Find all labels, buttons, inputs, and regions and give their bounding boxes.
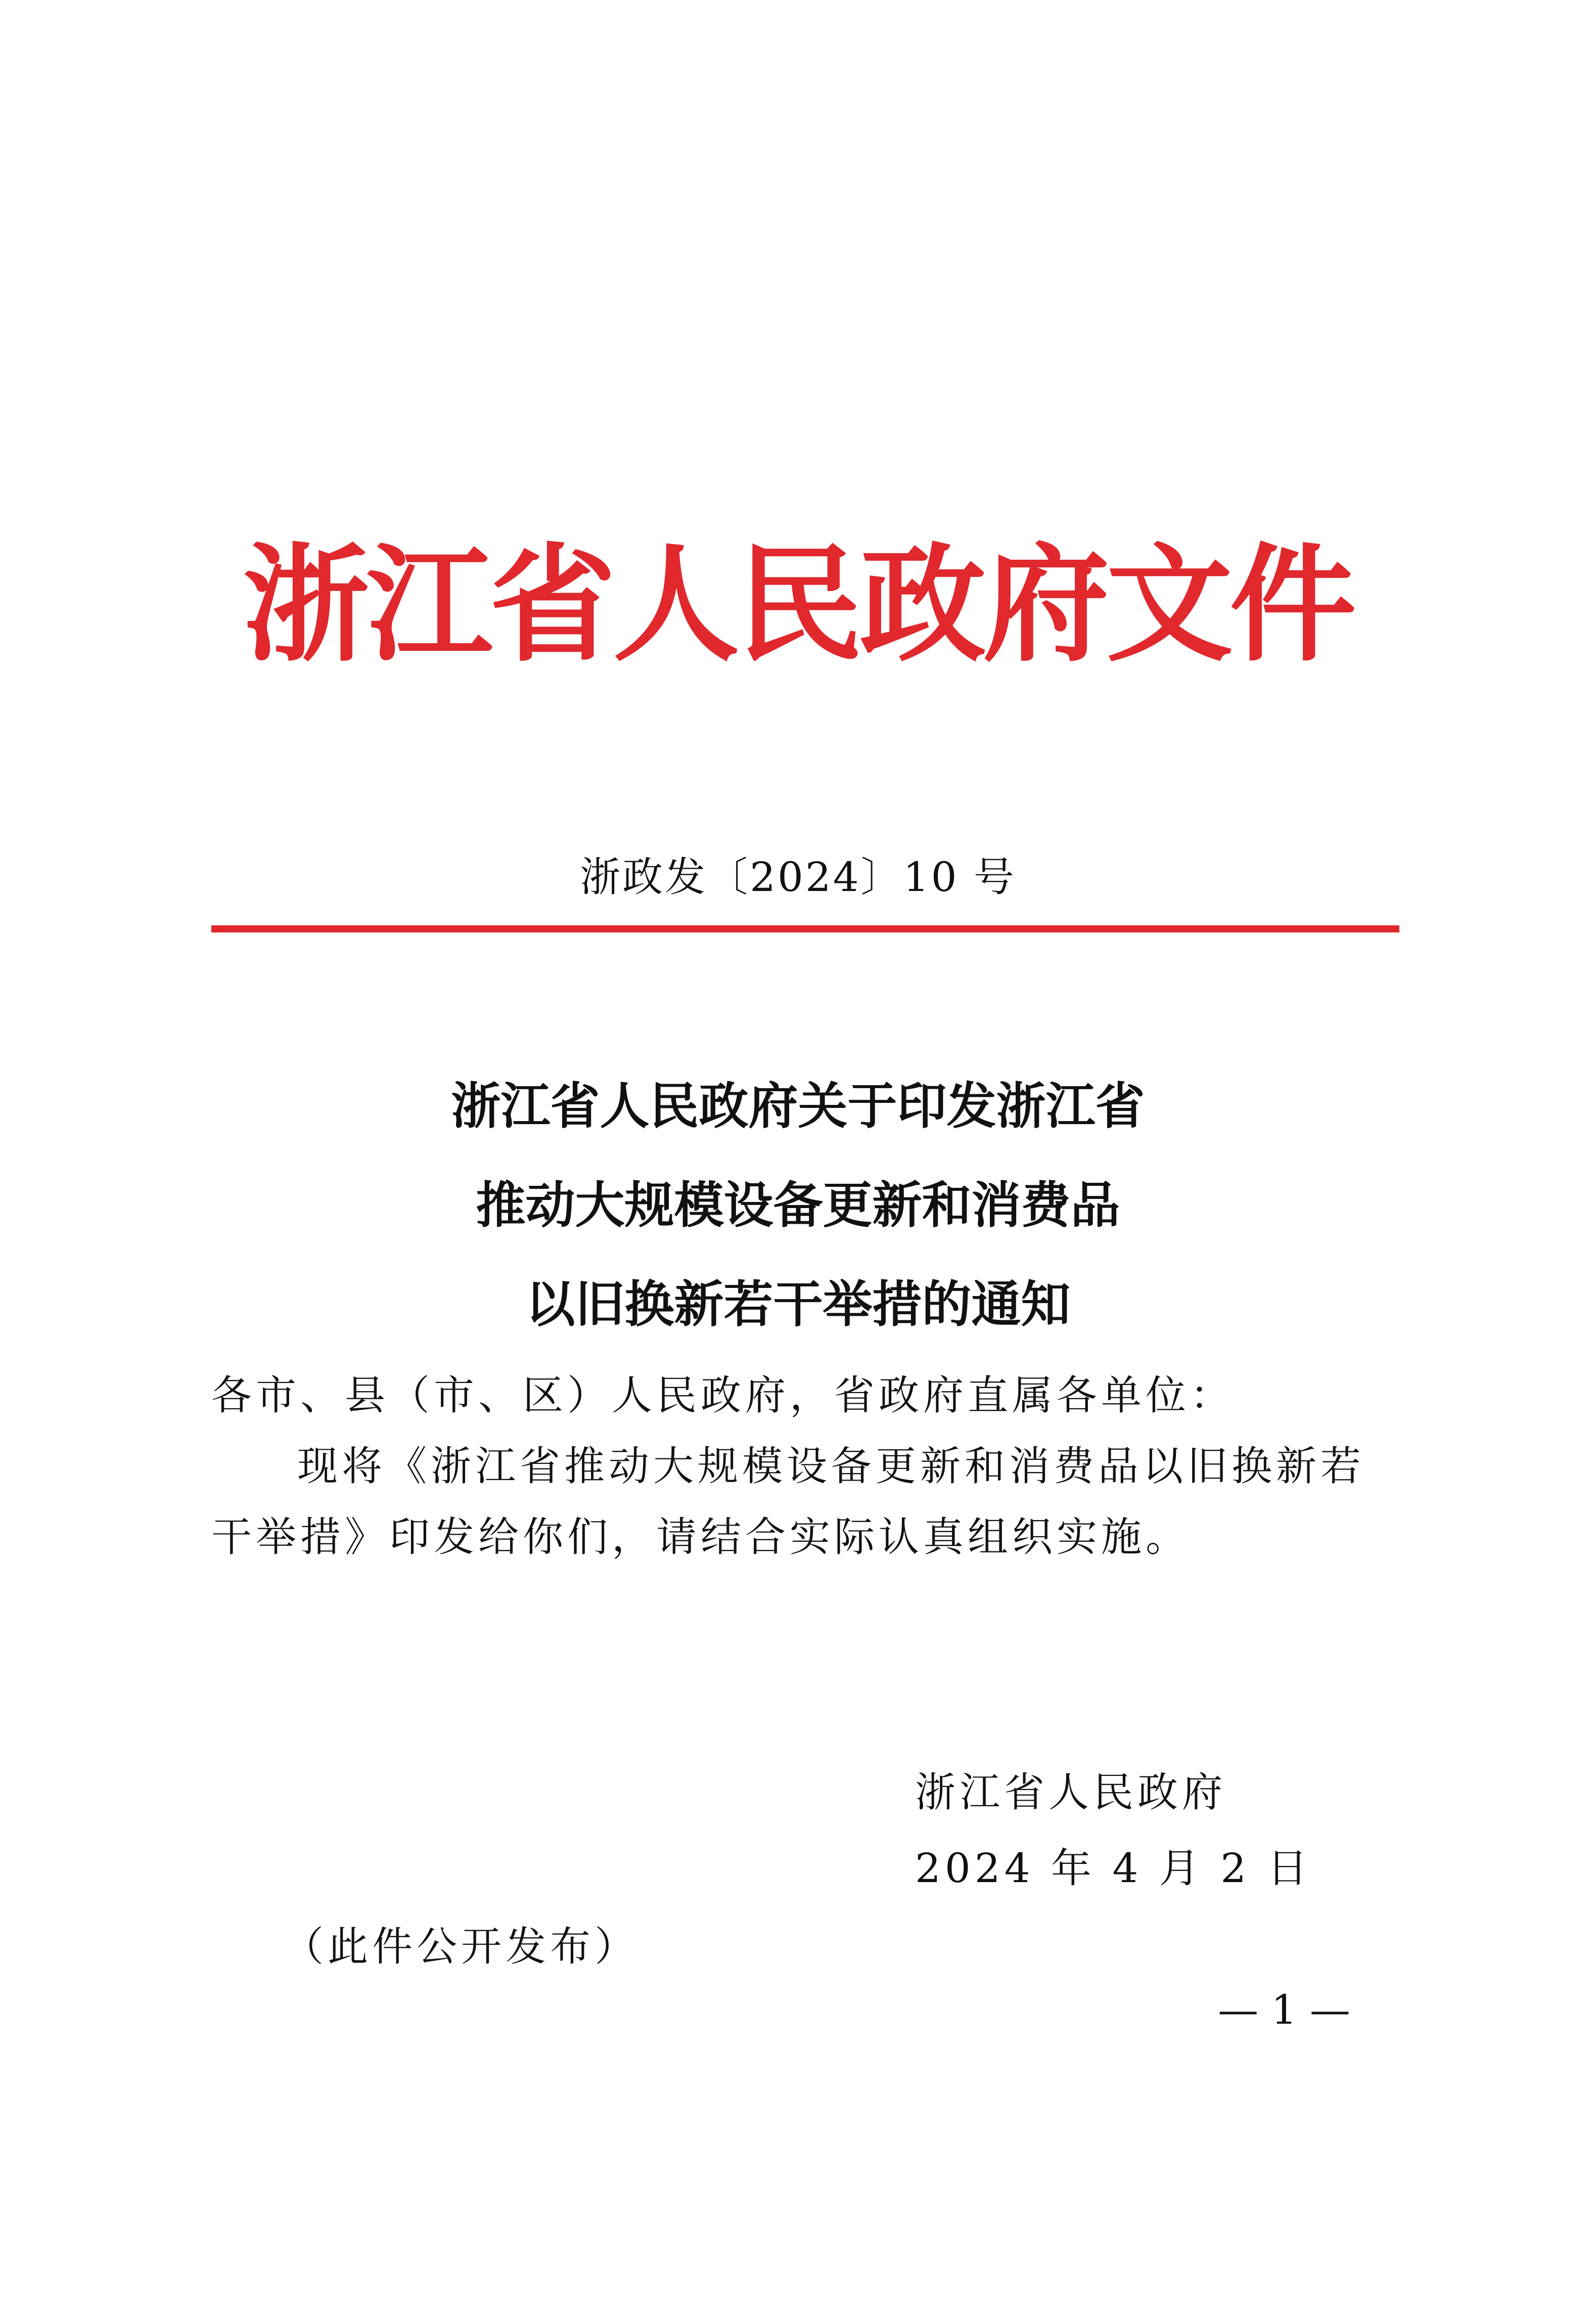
salutation: 各市、县（市、区）人民政府，省政府直属各单位： (211, 1372, 1235, 1419)
document-title (0, 1057, 1596, 1354)
document-body (211, 1360, 1399, 1573)
issuer-name: 浙江省人民政府 (915, 1769, 1226, 1816)
publication-note: （此件公开发布） (283, 1923, 639, 1970)
title-line-2: 推动大规模设备更新和消费品 (476, 1176, 1120, 1234)
page-number: — 1 — (1218, 1986, 1350, 2033)
document-number: 浙政发〔2024〕10 号 (580, 854, 1016, 901)
title-line-1: 浙江省人民政府关于印发浙江省 (451, 1077, 1145, 1135)
masthead-title: 浙江省人民政府文件 (243, 530, 1353, 679)
issue-date: 2024 年 4 月 2 日 (915, 1845, 1312, 1892)
signature-block (915, 1755, 1312, 1906)
red-divider-line (211, 925, 1399, 932)
body-paragraph: 现将《浙江省推动大规模设备更新和消费品以旧换新若干举措》印发给你们，请结合实际认真组织实施。 (211, 1443, 1365, 1561)
title-line-3: 以旧换新若干举措的通知 (525, 1275, 1071, 1333)
